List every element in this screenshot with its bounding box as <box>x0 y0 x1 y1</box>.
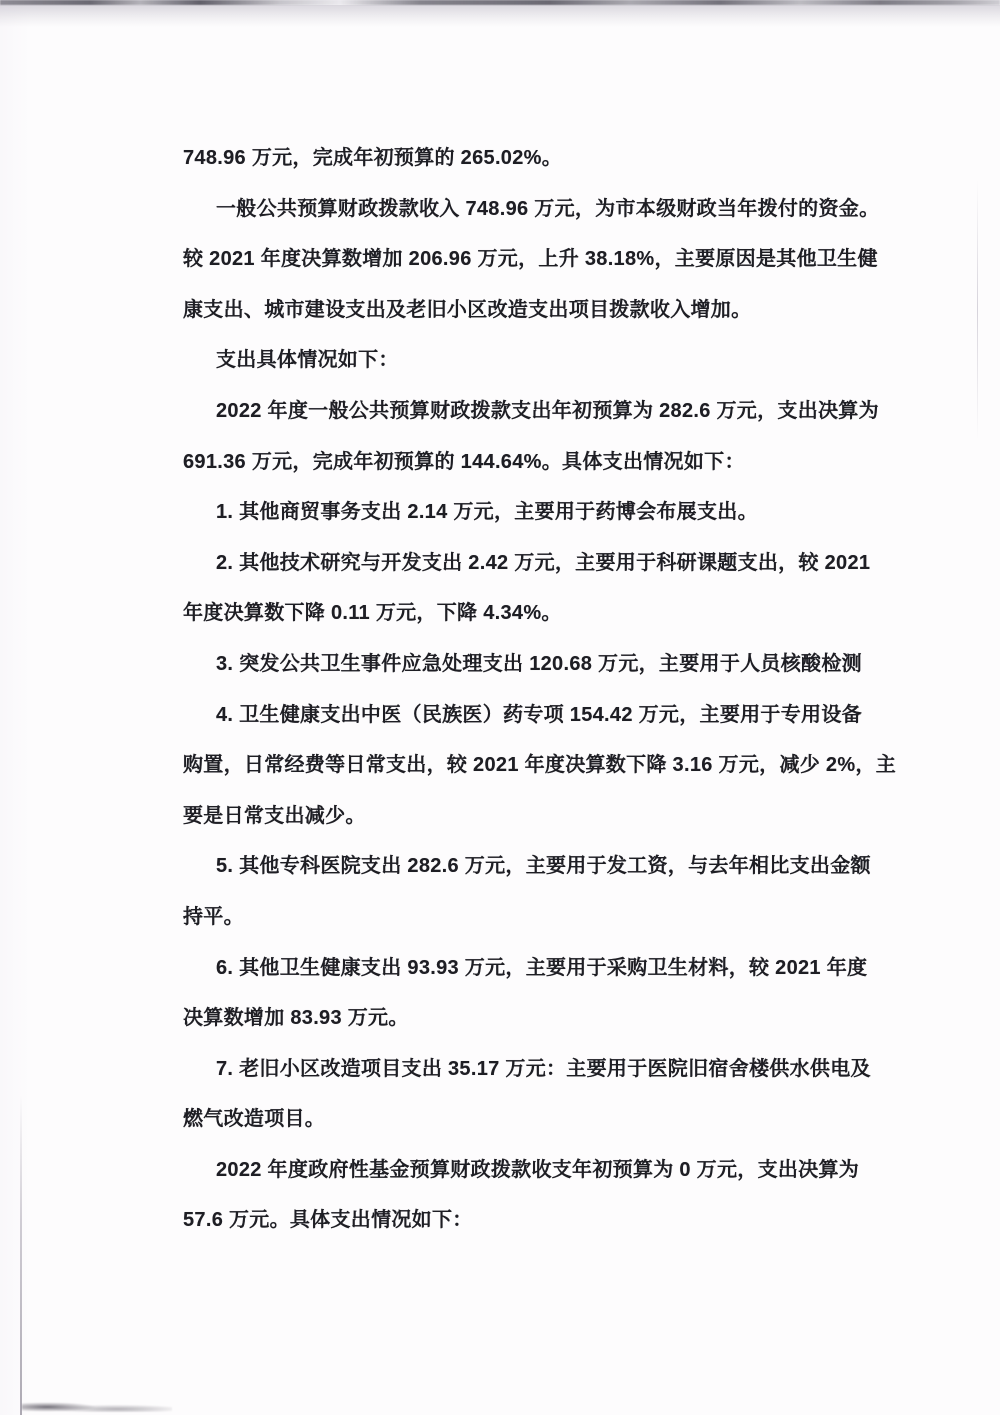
text-line: 一般公共预算财政拨款收入 748.96 万元，为市本级财政当年拨付的资金。 <box>216 197 880 220</box>
text-line: 2022 年度一般公共预算财政拨款支出年初预算为 282.6 万元，支出决算为 <box>216 399 879 422</box>
text-line: 康支出、城市建设支出及老旧小区改造支出项目拨款收入增加。 <box>183 298 752 321</box>
text-line: 6. 其他卫生健康支出 93.93 万元，主要用于采购卫生材料，较 2021 年度 <box>216 956 868 979</box>
text-line: 2. 其他技术研究与开发支出 2.42 万元，主要用于科研课题支出，较 2021 <box>216 551 871 574</box>
text-line: 持平。 <box>183 905 244 928</box>
text-line: 3. 突发公共卫生事件应急处理支出 120.68 万元，主要用于人员核酸检测 <box>216 652 862 675</box>
scan-artifact-right-line <box>977 180 978 440</box>
text-line: 748.96 万元，完成年初预算的 265.02%。 <box>183 147 563 169</box>
text-line: 57.6 万元。具体支出情况如下： <box>183 1209 473 1232</box>
text-line: 较 2021 年度决算数增加 206.96 万元，上升 38.18%，主要原因是其他卫生健 <box>183 248 878 271</box>
scan-artifact-bottom-smudge <box>22 1398 172 1412</box>
text-line: 支出具体情况如下： <box>216 349 399 372</box>
text-line: 年度决算数下降 0.11 万元，下降 4.34%。 <box>183 602 562 625</box>
text-line: 燃气改造项目。 <box>183 1108 326 1131</box>
text-line: 2022 年度政府性基金预算财政拨款收支年初预算为 0 万元，支出决算为 <box>216 1158 860 1181</box>
scan-artifact-left-line <box>20 1095 22 1415</box>
text-line: 5. 其他专科医院支出 282.6 万元，主要用于发工资，与去年相比支出金额 <box>216 855 871 878</box>
document-body <box>183 133 897 1246</box>
text-line: 4. 卫生健康支出中医（民族医）药专项 154.42 万元，主要用于专用设备 <box>216 703 862 726</box>
text-line: 购置，日常经费等日常支出，较 2021 年度决算数下降 3.16 万元，减少 2%，主 <box>183 754 897 777</box>
text-line: 决算数增加 83.93 万元。 <box>183 1007 409 1030</box>
text-line: 1. 其他商贸事务支出 2.14 万元，主要用于药博会布展支出。 <box>216 501 758 524</box>
text-line: 7. 老旧小区改造项目支出 35.17 万元：主要用于医院旧宿舍楼供水供电及 <box>216 1057 871 1080</box>
scan-artifact-top-haze <box>0 5 1000 27</box>
text-line: 691.36 万元，完成年初预算的 144.64%。具体支出情况如下： <box>183 450 745 473</box>
text-line: 要是日常支出减少。 <box>183 804 366 827</box>
